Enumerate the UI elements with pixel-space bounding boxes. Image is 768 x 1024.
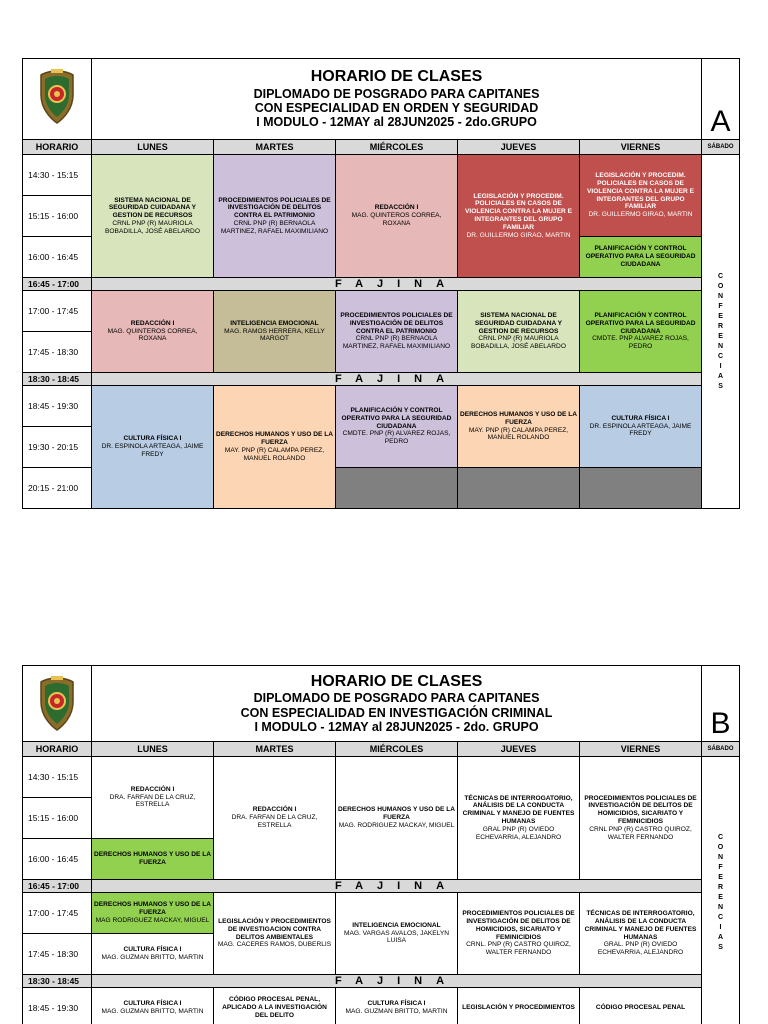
time-slot: 17:45 - 18:30: [23, 332, 92, 373]
time-slot: 14:30 - 15:15: [23, 155, 92, 196]
break-time: 16:45 - 17:00: [23, 278, 92, 291]
class-cell: SISTEMA NACIONAL DE SEGURIDAD CUIDADANA Y GESTION DE RECURSOS CRNL PNP (R) MAURIOLA BOBADILLA, JOSÉ ABELARDO: [458, 291, 580, 373]
header-martes: MARTES: [214, 140, 336, 155]
time-slot: 16:00 - 16:45: [23, 839, 92, 880]
class-cell: PROCEDIMIENTOS POLICIALES DE INVESTIGACIÓN DE DELITOS DE HOMICIDIOS, SICARIATO Y FEMINICIDIOS CRNL PNP (R) CASTRO QUIROZ, WALTER FERNANDO: [580, 757, 702, 880]
group-letter: B: [702, 666, 740, 742]
class-cell: CULTURA FÍSICA I MAG. GUZMAN BRITTO, MARTIN: [92, 934, 214, 975]
program-line-3: I MODULO - 12MAY al 28JUN2025 - 2do. GRUPO: [254, 719, 539, 734]
class-cell: PROCEDIMIENTOS POLICIALES DE INVESTIGACIÓN DE DELITOS CONTRA EL PATRIMONIO CRNL PNP (R) BERNAOLA MARTINEZ, RAFAEL MAXIMILIANO: [214, 155, 336, 278]
header-martes: MARTES: [214, 742, 336, 757]
header-horario: HORARIO: [23, 742, 92, 757]
class-cell: CULTURA FÍSICA I DR. ESPINOLA ARTEAGA, JAIME FREDY: [580, 386, 702, 468]
schedule-b-table: [22, 665, 740, 1024]
program-line-2: CON ESPECIALIDAD EN ORDEN Y SEGURIDAD: [254, 101, 539, 115]
fajina-break: FAJINA: [92, 373, 702, 386]
header-sabado: SÁBADO: [702, 140, 740, 155]
program-line-1: DIPLOMADO DE POSGRADO PARA CAPITANES: [253, 691, 540, 706]
class-cell: SISTEMA NACIONAL DE SEGURIDAD CUIDADANA Y GESTION DE RECURSOS CRNL PNP (R) MAURIOLA BOBADILLA, JOSÉ ABELARDO: [92, 155, 214, 278]
class-cell: CULTURA FÍSICA I DR. ESPINOLA ARTEAGA, JAIME FREDY: [92, 386, 214, 509]
header-viernes: VIERNES: [580, 742, 702, 757]
group-letter: A: [702, 59, 740, 140]
class-cell: REDACCIÓN I DRA. FARFAN DE LA CRUZ, ESTRELLA: [214, 757, 336, 880]
schedule-b: [22, 665, 739, 1024]
header-viernes: VIERNES: [580, 140, 702, 155]
title-block: [92, 666, 702, 742]
class-cell: REDACCIÓN I MAG. QUINTEROS CORREA, ROXANA: [92, 291, 214, 373]
class-cell: CÓDIGO PROCESAL PENAL: [580, 988, 702, 1024]
time-slot: 17:00 - 17:45: [23, 291, 92, 332]
class-cell: LEGISLACIÓN Y PROCEDIM. POLICIALES EN CASOS DE VIOLENCIA CONTRA LA MUJER E INTEGRANTES DEL GRUPO FAMILIAR DR. GUILLERMO GIRAO, MARTIN: [458, 155, 580, 278]
empty-cell: [580, 468, 702, 509]
header-miercoles: MIÉRCOLES: [336, 742, 458, 757]
class-cell: REDACCIÓN I DRA. FARFAN DE LA CRUZ, ESTRELLA: [92, 757, 214, 839]
schedule-title: HORARIO DE CLASES: [310, 68, 483, 86]
schedule-title: HORARIO DE CLASES: [310, 672, 483, 690]
schedule-a: [22, 58, 739, 509]
time-slot: 16:00 - 16:45: [23, 237, 92, 278]
break-time: 18:30 - 18:45: [23, 975, 92, 988]
class-cell: TÉCNICAS DE INTERROGATORIO, ANÁLISIS DE LA CONDUCTA CRIMINAL Y MANEJO DE FUENTES HUMANAS GRAL. PNP (R) OVIEDO ECHEVARRIA, ALEJANDRO: [580, 893, 702, 975]
class-cell: LEGISLACIÓN Y PROCEDIMIENTOS: [458, 988, 580, 1024]
time-slot: 18:45 - 19:30: [23, 988, 92, 1024]
class-cell: LEGISLACIÓN Y PROCEDIM. POLICIALES EN CASOS DE VIOLENCIA CONTRA LA MUJER E INTEGRANTES DEL GRUPO FAMILIAR DR. GUILLERMO GIRAO, MARTIN: [580, 155, 702, 237]
empty-cell: [458, 468, 580, 509]
header-horario: HORARIO: [23, 140, 92, 155]
time-slot: 14:30 - 15:15: [23, 757, 92, 798]
header-miercoles: MIÉRCOLES: [336, 140, 458, 155]
program-line-2: CON ESPECIALIDAD EN INVESTIGACIÓN CRIMINAL: [240, 705, 553, 720]
fajina-break: FAJINA: [92, 975, 702, 988]
class-cell: INTELIGENCIA EMOCIONAL MAG. RAMOS HERRERA, KELLY MARGOT: [214, 291, 336, 373]
logo-cell: [23, 59, 92, 140]
class-cell: PLANIFICACIÓN Y CONTROL OPERATIVO PARA LA SEGURIDAD CIUDADANA CMDTE. PNP (R) ALVAREZ ROJAS, PEDRO: [336, 386, 458, 468]
header-sabado: SÁBADO: [702, 742, 740, 757]
header-lunes: LUNES: [92, 742, 214, 757]
class-cell: TÉCNICAS DE INTERROGATORIO, ANÁLISIS DE LA CONDUCTA CRIMINAL Y MANEJO DE FUENTES HUMANAS GRAL PNP (R) OVIEDO ECHEVARRIA, ALEJANDRO: [458, 757, 580, 880]
header-jueves: JUEVES: [458, 742, 580, 757]
class-cell: PROCEDIMIENTOS POLICIALES DE INVESTIGACIÓN DE DELITOS DE HOMICIDIOS, SICARIATO Y FEMINICIDIOS CRNL. PNP (R) CASTRO QUIROZ, WALTER FERNANDO: [458, 893, 580, 975]
class-cell: CULTURA FÍSICA I MAG. GUZMAN BRITTO, MARTIN: [92, 988, 214, 1024]
class-cell: PLANIFICACIÓN Y CONTROL OPERATIVO PARA LA SEGURIDAD CIUDADANA: [580, 237, 702, 278]
class-cell: DERECHOS HUMANOS Y USO DE LA FUERZA MAG RODRIGUEZ MACKAY, MIGUEL: [92, 893, 214, 934]
time-slot: 19:30 - 20:15: [23, 427, 92, 468]
break-time: 16:45 - 17:00: [23, 880, 92, 893]
break-time: 18:30 - 18:45: [23, 373, 92, 386]
time-slot: 15:15 - 16:00: [23, 196, 92, 237]
time-slot: 17:00 - 17:45: [23, 893, 92, 934]
time-slot: 20:15 - 21:00: [23, 468, 92, 509]
class-cell: CÓDIGO PROCESAL PENAL, APLICADO A LA INVESTIGACIÓN DEL DELITO: [214, 988, 336, 1024]
fajina-break: FAJINA: [92, 880, 702, 893]
class-cell: DERECHOS HUMANOS Y USO DE LA FUERZA: [92, 839, 214, 880]
program-line-1: DIPLOMADO DE POSGRADO PARA CAPITANES: [253, 86, 540, 101]
time-slot: 18:45 - 19:30: [23, 386, 92, 427]
class-cell: CULTURA FÍSICA I MAG. GUZMAN BRITTO, MARTIN: [336, 988, 458, 1024]
empty-cell: [336, 468, 458, 509]
header-lunes: LUNES: [92, 140, 214, 155]
time-slot: 17:45 - 18:30: [23, 934, 92, 975]
time-slot: 15:15 - 16:00: [23, 798, 92, 839]
saturday-conferencias: C O N F E R E N C I A S: [702, 155, 740, 509]
saturday-conferencias: C O N F E R E N C I A S: [702, 757, 740, 1024]
title-block: [92, 59, 702, 140]
header-jueves: JUEVES: [458, 140, 580, 155]
program-line-3: I MODULO - 12MAY al 28JUN2025 - 2do.GRUPO: [256, 115, 537, 130]
class-cell: DERECHOS HUMANOS Y USO DE LA FUERZA MAY. PNP (R) CALAMPA PEREZ, MANUEL ROLANDO: [214, 386, 336, 509]
class-cell: PROCEDIMIENTOS POLICIALES DE INVESTIGACIÓN DE DELITOS CONTRA EL PATRIMONIO CRNL PNP (R) BERNAOLA MARTINEZ, RAFAEL MAXIMILIANO: [336, 291, 458, 373]
class-cell: PLANIFICACIÓN Y CONTROL OPERATIVO PARA LA SEGURIDAD CIUDADANA CMDTE. PNP ALVAREZ ROJAS, PEDRO: [580, 291, 702, 373]
class-cell: LEGISLACIÓN Y PROCEDIMIENTOS DE INVESTIGACION CONTRA DELITOS AMBIENTALES MAG. CACERES RAMOS, DUBERLIS: [214, 893, 336, 975]
fajina-break: FAJINA: [92, 278, 702, 291]
schedule-a-table: [22, 58, 740, 509]
police-shield-emblem-icon: [37, 69, 77, 125]
class-cell: DERECHOS HUMANOS Y USO DE LA FUERZA MAG. RODRIGUEZ MACKAY, MIGUEL: [336, 757, 458, 880]
class-cell: INTELIGENCIA EMOCIONAL MAG. VARGAS AVALOS, JAKELYN LUISA: [336, 893, 458, 975]
police-shield-emblem-icon: [37, 676, 77, 732]
class-cell: DERECHOS HUMANOS Y USO DE LA FUERZA MAY. PNP (R) CALAMPA PEREZ, MANUEL ROLANDO: [458, 386, 580, 468]
class-cell: REDACCIÓN I MAG. QUINTEROS CORREA, ROXANA: [336, 155, 458, 278]
logo-cell: [23, 666, 92, 742]
